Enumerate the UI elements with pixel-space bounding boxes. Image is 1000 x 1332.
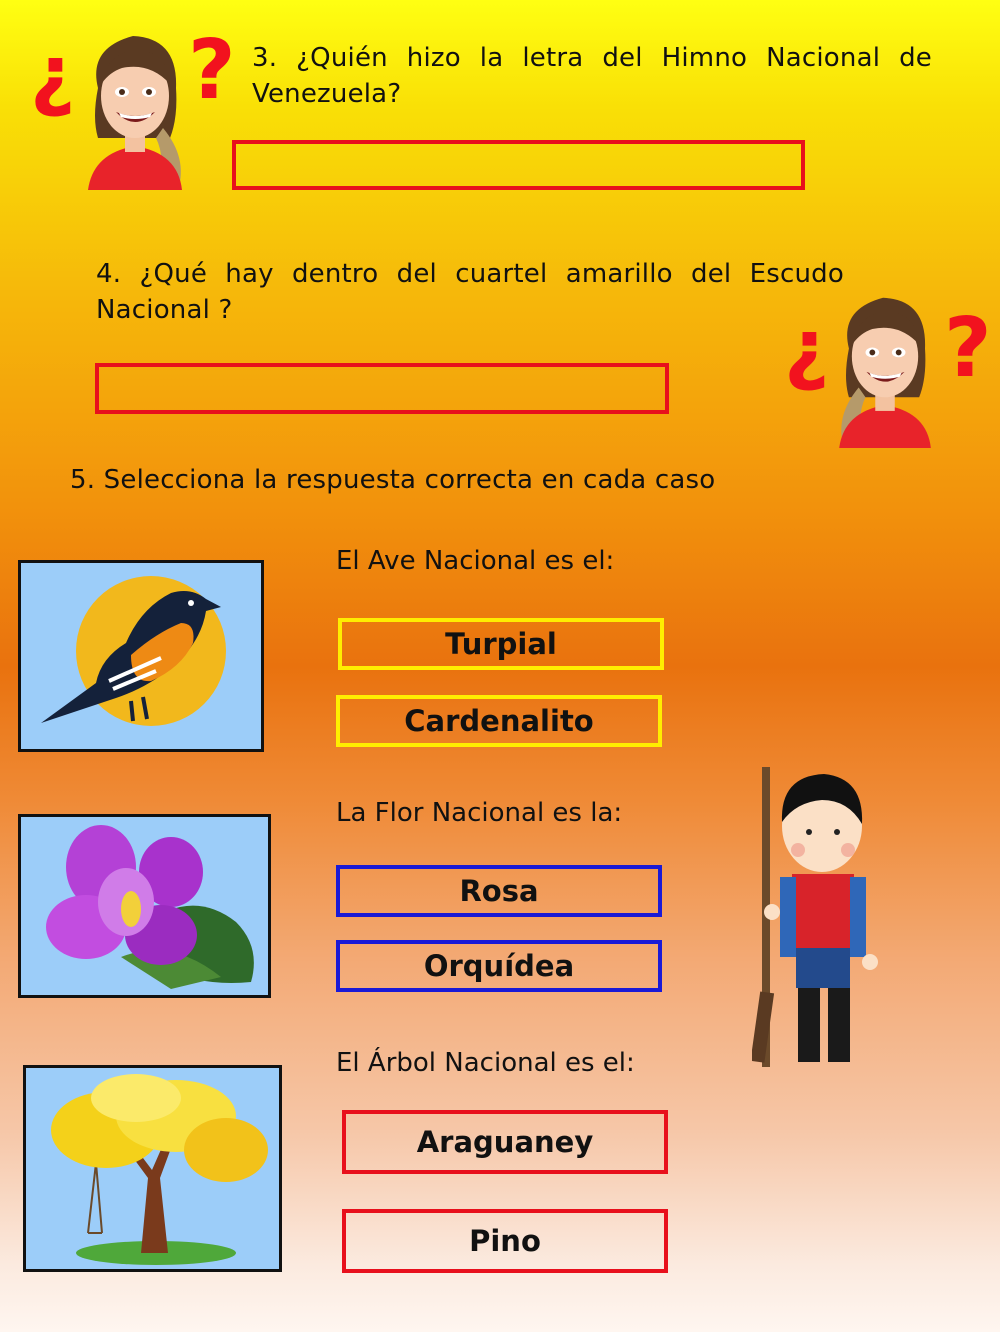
question-5-text: 5. Selecciona la respuesta correcta en cada caso [70, 465, 716, 495]
question-4-answer-input[interactable] [95, 363, 669, 414]
turpial-bird-icon [21, 563, 261, 749]
araguaney-tree-icon [26, 1068, 279, 1269]
option-orquidea-button[interactable]: Orquídea [336, 940, 662, 992]
arbol-label: El Árbol Nacional es el: [336, 1048, 635, 1078]
girl-avatar-icon [78, 28, 193, 190]
avatar-girl-right [784, 290, 994, 450]
girl-avatar-icon [828, 290, 943, 448]
flower-picture [18, 814, 271, 998]
question-mark-close: ? [944, 301, 992, 396]
option-araguaney-button[interactable]: Araguaney [342, 1110, 668, 1174]
option-cardenalito-button[interactable]: Cardenalito [336, 695, 662, 747]
avatar-girl-top [30, 23, 240, 193]
question-mark-open: ¿ [784, 304, 830, 394]
question-3-answer-input[interactable] [232, 140, 805, 190]
option-pino-button[interactable]: Pino [342, 1209, 668, 1273]
question-4-text: 4. ¿Qué hay dentro del cuartel amarillo del Escudo Nacional ? [96, 259, 844, 325]
question-mark-close: ? [188, 23, 236, 118]
bird-picture [18, 560, 264, 752]
flor-label: La Flor Nacional es la: [336, 798, 623, 828]
question-mark-open: ¿ [30, 30, 76, 120]
question-3-text: 3. ¿Quién hizo la letra del Himno Nacional de Venezuela? [252, 43, 932, 109]
option-turpial-button[interactable]: Turpial [338, 618, 664, 670]
ave-label: El Ave Nacional es el: [336, 546, 615, 576]
soldier-character-icon [752, 762, 892, 1074]
orchid-flower-icon [21, 817, 268, 995]
option-rosa-button[interactable]: Rosa [336, 865, 662, 917]
tree-picture [23, 1065, 282, 1272]
